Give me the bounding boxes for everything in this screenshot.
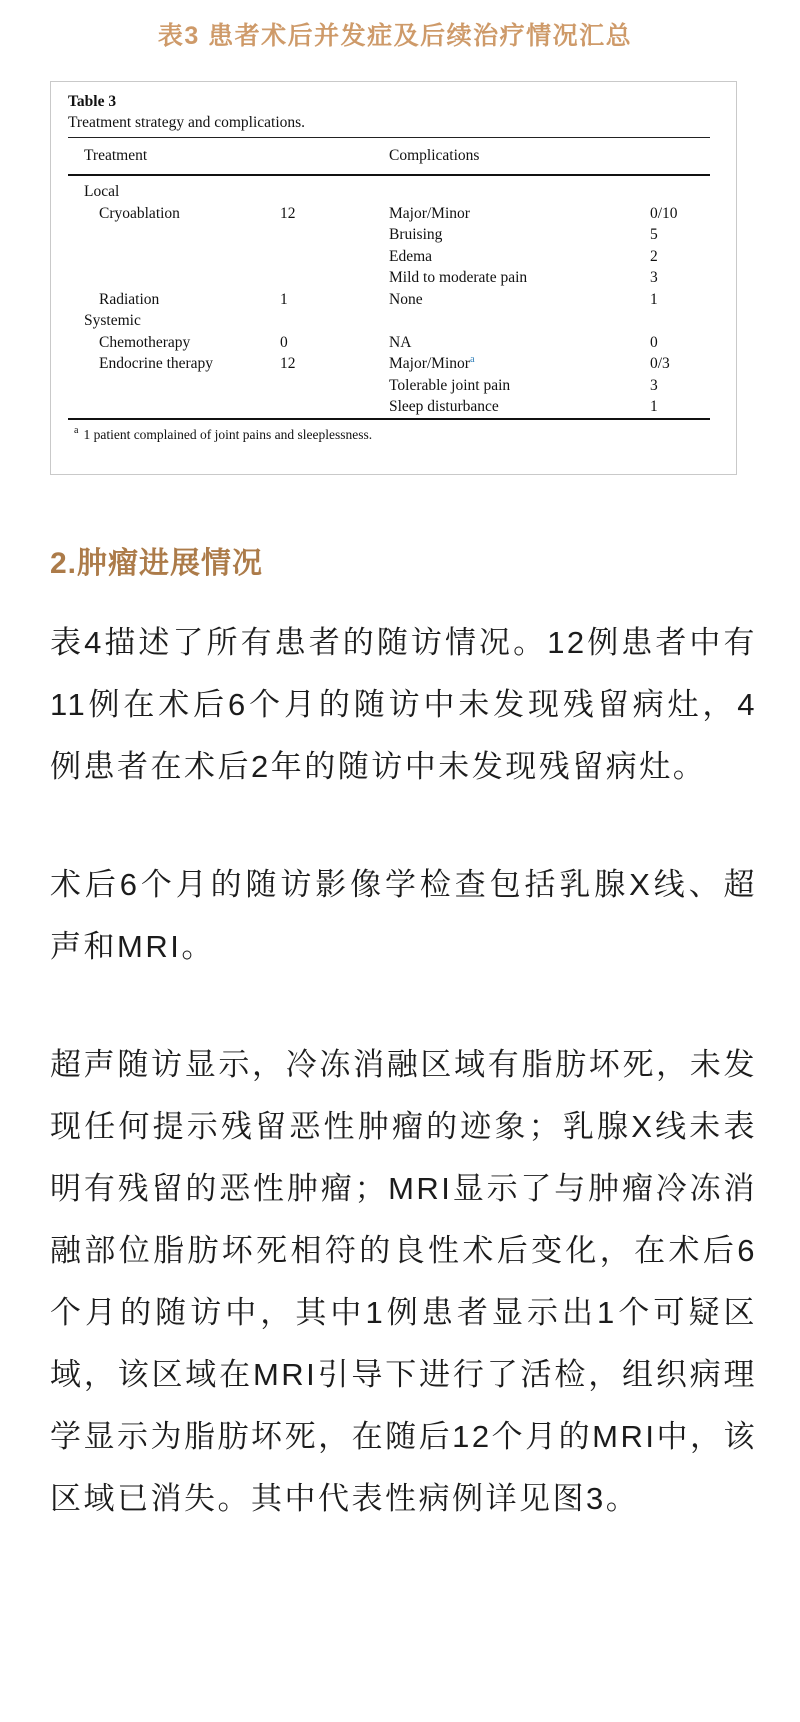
complication-cell: Sleep disturbance <box>389 398 499 415</box>
treatment-cell <box>68 375 280 397</box>
treatment-cell: Chemotherapy <box>99 333 191 351</box>
treatment-cell: Systemic <box>84 312 141 329</box>
treatment-cell <box>68 224 280 246</box>
count-cell <box>280 310 389 332</box>
treatment-cell <box>68 396 280 418</box>
treatment-cell: Local <box>84 183 120 200</box>
table-row <box>68 203 710 225</box>
table-row <box>68 181 710 203</box>
section-heading: 2.肿瘤进展情况 <box>50 547 264 580</box>
value-cell: 0/10 <box>650 204 678 222</box>
table-row <box>68 246 710 268</box>
complication-cell <box>389 310 650 332</box>
table-row <box>68 375 710 397</box>
count-cell <box>280 246 389 268</box>
treatment-cell: Cryoablation <box>99 204 180 222</box>
value-cell: 3 <box>650 376 658 394</box>
footnote-marker: a <box>74 425 79 436</box>
count-cell <box>280 224 389 246</box>
count-cell: 1 <box>280 290 288 308</box>
table-footnote <box>68 420 710 443</box>
value-cell <box>650 181 710 203</box>
complication-cell: Tolerable joint pain <box>389 376 511 394</box>
treatment-cell <box>68 267 280 289</box>
treatment-cell: Endocrine therapy <box>99 355 214 372</box>
value-cell: 0/3 <box>650 355 670 372</box>
value-cell: 1 <box>650 398 658 415</box>
table-row <box>68 332 710 354</box>
value-cell: 1 <box>650 290 658 308</box>
treatment-cell <box>68 246 280 268</box>
article-body <box>50 612 757 1530</box>
table-body <box>68 176 710 418</box>
footnote-text: 1 patient complained of joint pains and sleeplessness. <box>83 426 373 442</box>
count-cell: 12 <box>280 204 296 222</box>
value-cell: 0 <box>650 333 658 351</box>
value-cell <box>650 310 710 332</box>
page-title: 表3 患者术后并发症及后续治疗情况汇总 <box>157 22 633 50</box>
count-cell <box>280 267 389 289</box>
table-row <box>68 267 710 289</box>
treatment-cell: Radiation <box>99 290 160 308</box>
value-cell: 2 <box>650 247 658 265</box>
table-row <box>68 396 710 418</box>
value-cell: 5 <box>650 226 658 243</box>
complication-cell: Edema <box>389 247 433 265</box>
column-header-complications: Complications <box>389 147 480 164</box>
count-cell: 0 <box>280 333 288 351</box>
table-row <box>68 224 710 246</box>
paragraph: 超声随访显示，冷冻消融区域有脂肪坏死，未发现任何提示残留恶性肿瘤的迹象；乳腺X线未表明有残留的恶性肿瘤；MRI显示了与肿瘤冷冻消融部位脂肪坏死相符的良性术后变化，在术后6个月的随访中，其中1例患者显示出1个可疑区域，该区域在MRI引导下进行了活检，组织病理学显示为脂肪坏死，在随后12个月的MRI中，该区域已消失。其中代表性病例详见图3。 <box>50 1047 757 1516</box>
table-row <box>68 353 710 375</box>
value-cell: 3 <box>650 269 658 286</box>
paragraph: 术后6个月的随访影像学检查包括乳腺X线、超声和MRI。 <box>50 867 757 964</box>
complication-cell: Major/Minor <box>389 204 470 222</box>
footnote-ref-superscript: a <box>469 353 475 365</box>
column-header-treatment: Treatment <box>84 147 148 164</box>
count-cell <box>280 375 389 397</box>
complication-cell <box>389 181 650 203</box>
complication-cell: NA <box>389 333 412 351</box>
paragraph: 表4描述了所有患者的随访情况。12例患者中有11例在术后6个月的随访中未发现残留病灶，4例患者在术后2年的随访中未发现残留病灶。 <box>50 625 757 784</box>
table-caption-label: Table 3 <box>68 93 117 110</box>
count-cell: 12 <box>280 355 296 372</box>
count-cell <box>280 181 389 203</box>
table-row <box>68 310 710 332</box>
complication-cell: None <box>389 290 423 308</box>
complication-cell: Bruising <box>389 226 443 243</box>
table3-figure <box>50 81 737 475</box>
table-row <box>68 289 710 311</box>
complication-cell: Major/Minor$^a$ <box>389 353 475 372</box>
table-header-row <box>68 138 710 174</box>
table-caption-text: Treatment strategy and complications. <box>68 114 306 131</box>
complication-cell: Mild to moderate pain <box>389 269 528 286</box>
count-cell <box>280 396 389 418</box>
